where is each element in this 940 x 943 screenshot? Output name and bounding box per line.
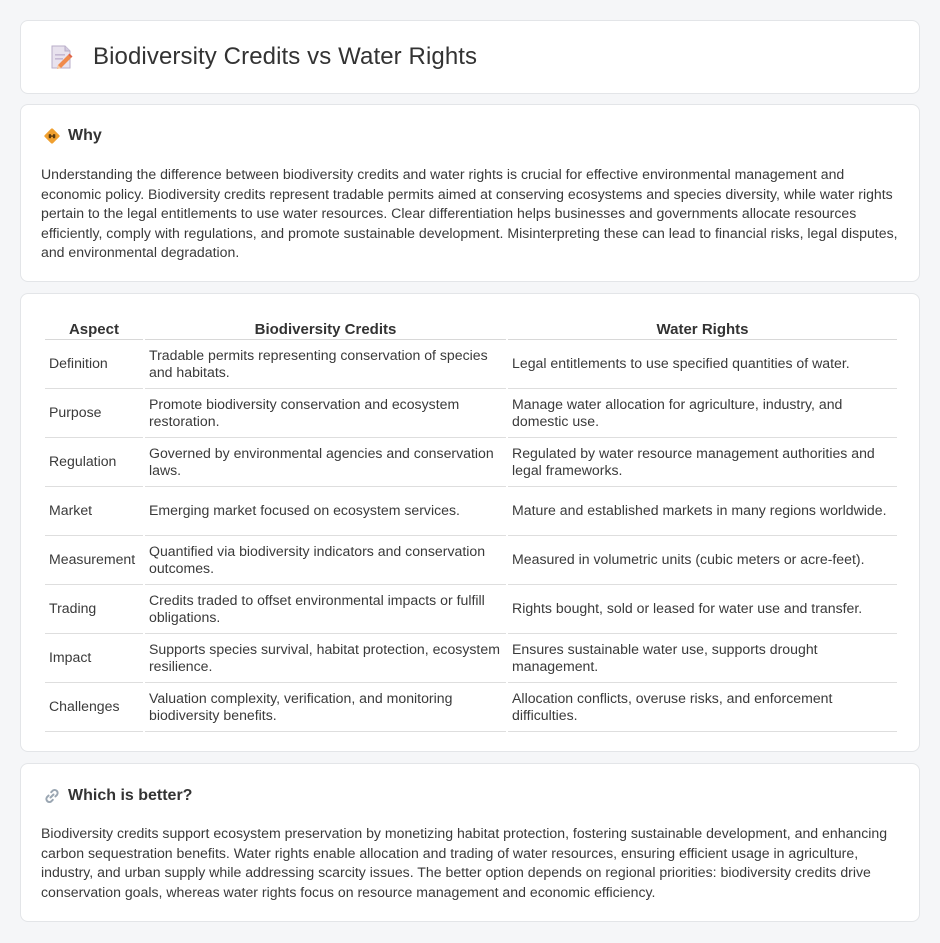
- better-text: Biodiversity credits support ecosystem preservation by monetizing habitat protection, fostering sustainable development, and enhancing carbon sequestration benefits. Water rights enable allocation and trading of water resources, ensuring efficient usage in agriculture, industry, and urban supply while addressing scarcity issues. The better option depends on regional priorities: biodiversity credits drive conservation goals, whereas water rights focus on resource management and economic efficiency.: [41, 825, 888, 900]
- water-cell: Rights bought, sold or leased for water use and transfer.: [508, 585, 897, 634]
- road-sign-icon: [43, 127, 61, 145]
- table-row: [45, 634, 897, 683]
- table-row: [45, 487, 897, 536]
- better-heading: [43, 787, 192, 805]
- table-header-row: [45, 316, 897, 340]
- which-better-card: [20, 763, 920, 922]
- biodiversity-cell: Tradable permits representing conservation of species and habitats.: [145, 340, 506, 389]
- comparison-table: [43, 316, 899, 732]
- table-row: [45, 438, 897, 487]
- document-pen-icon: [47, 43, 75, 71]
- better-title: Which is better?: [68, 787, 193, 804]
- water-cell: Manage water allocation for agriculture, industry, and domestic use.: [508, 389, 897, 438]
- header-biodiversity-credits: Biodiversity Credits: [145, 316, 506, 340]
- biodiversity-cell: Emerging market focused on ecosystem services.: [145, 487, 506, 536]
- aspect-cell: Trading: [45, 585, 143, 634]
- aspect-cell: Measurement: [45, 536, 143, 585]
- why-heading: [43, 127, 102, 145]
- table-row: [45, 536, 897, 585]
- water-cell: Mature and established markets in many regions worldwide.: [508, 487, 897, 536]
- biodiversity-cell: Quantified via biodiversity indicators and conservation outcomes.: [145, 536, 506, 585]
- title-card: [20, 20, 920, 94]
- aspect-cell: Impact: [45, 634, 143, 683]
- biodiversity-cell: Promote biodiversity conservation and ecosystem restoration.: [145, 389, 506, 438]
- table-row: [45, 340, 897, 389]
- aspect-cell: Regulation: [45, 438, 143, 487]
- biodiversity-cell: Governed by environmental agencies and conservation laws.: [145, 438, 506, 487]
- aspect-cell: Purpose: [45, 389, 143, 438]
- water-cell: Allocation conflicts, overuse risks, and enforcement difficulties.: [508, 683, 897, 732]
- header-aspect: Aspect: [45, 316, 143, 340]
- comparison-card: [20, 293, 920, 752]
- water-cell: Measured in volumetric units (cubic meters or acre-feet).: [508, 536, 897, 585]
- table-row: [45, 389, 897, 438]
- why-card: [20, 104, 920, 282]
- aspect-cell: Challenges: [45, 683, 143, 732]
- water-cell: Regulated by water resource management authorities and legal frameworks.: [508, 438, 897, 487]
- biodiversity-cell: Credits traded to offset environmental impacts or fulfill obligations.: [145, 585, 506, 634]
- water-cell: Legal entitlements to use specified quantities of water.: [508, 340, 897, 389]
- biodiversity-cell: Valuation complexity, verification, and monitoring biodiversity benefits.: [145, 683, 506, 732]
- aspect-cell: Market: [45, 487, 143, 536]
- page-title: Biodiversity Credits vs Water Rights: [93, 43, 478, 70]
- table-row: [45, 683, 897, 732]
- header-water-rights: Water Rights: [508, 316, 897, 340]
- table-row: [45, 585, 897, 634]
- title-row: [47, 43, 477, 71]
- biodiversity-cell: Supports species survival, habitat protection, ecosystem resilience.: [145, 634, 506, 683]
- why-text: Understanding the difference between biodiversity credits and water rights is crucial for effective environmental management and economic policy. Biodiversity credits represent tradable permits aimed at conserving ecosystems and species diversity, while water rights pertain to the legal entitlements to use water resources. Clear differentiation helps businesses and governments allocate resources efficiently, comply with regulations, and promote sustainable development. Misinterpreting these can lead to financial risks, legal disputes, and environmental degradation.: [41, 166, 898, 261]
- why-title: Why: [68, 127, 102, 144]
- water-cell: Ensures sustainable water use, supports drought management.: [508, 634, 897, 683]
- aspect-cell: Definition: [45, 340, 143, 389]
- link-icon: [43, 787, 61, 805]
